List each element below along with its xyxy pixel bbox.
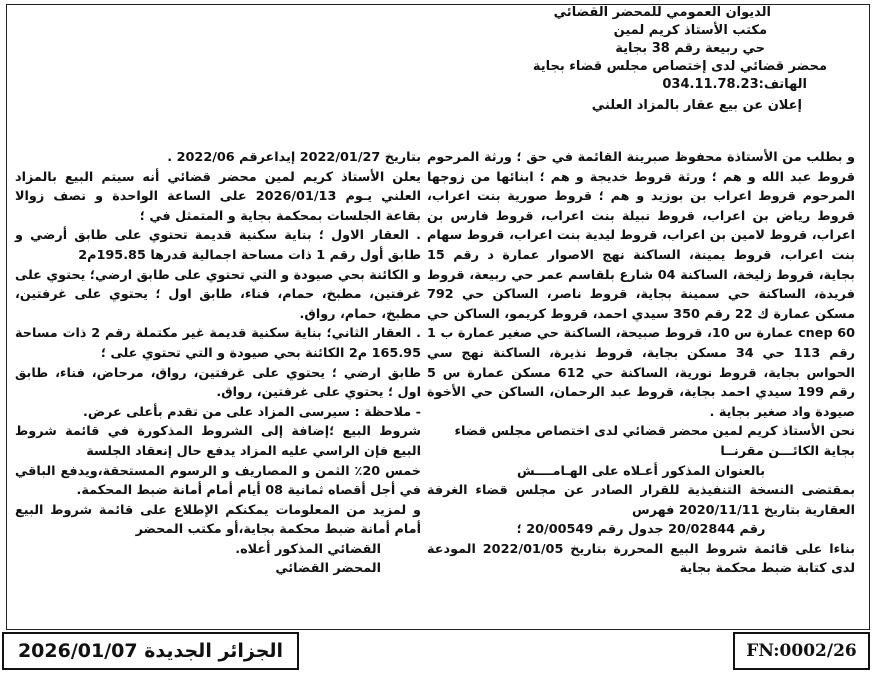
right-column — [427, 148, 855, 579]
reference-number-box: FN:0002/26 — [733, 632, 870, 670]
property-two-paragraph: . العقار الثاني؛ بناية سكنية قديمة غير مكتملة رقم 2 ذات مساحة 165.95 م2 الكائنة بحي صيودة و التي تحتوي على ؛ — [15, 326, 421, 361]
case-number-line: رقم 20/02844 جدول رقم 20/00549 ؛ — [516, 522, 766, 538]
office-address: حي ربيعة رقم 38 بجاية — [615, 41, 765, 56]
property-one-details: و الكائنة بحي صيودة و التي تحتوي على طابق ارضي؛ يحتوي على غرفتين، مطبخ، حمام، فناء، طابق اول ؛ يحتوي على غرفتين، مطبخ، حمام، رواق. — [15, 267, 421, 322]
auction-notice-paragraph: يعلن الأستاذ كريم لمين محضر قضائي أنه سيتم البيع بالمزاد العلني يـوم 2026/01/13 على الساعة الواحدة و نصف زوالا بقاعة الجلسات بمحكمة بجاية و المتمثل في ؛ — [15, 169, 421, 224]
phone-line: الهاتف:034.11.78.23 — [662, 77, 807, 92]
signature-line: المحضر القضائي — [275, 561, 381, 577]
left-column — [15, 148, 421, 579]
bailiff-office-name: مكتب الأستاذ كريم لمين — [613, 23, 767, 38]
deposit-date-line: بتاريخ 2022/01/27 إيداعرقم 2022/06 . — [167, 150, 421, 165]
property-two-details: طابق ارضي ؛ يحتوي على غرفتين، رواق، مرحاض، فناء، طابق اول ؛ يحتوي على غرفتين، رواق. — [15, 365, 421, 401]
sale-conditions-reference: بناءا على قائمة شروط البيع المحررة بتاريخ 2022/01/05 المودعة لدى كتابة ضبط محكمة بجاية — [427, 541, 855, 577]
announcement-title: إعلان عن بيع عقار بالمزاد العلني — [591, 98, 802, 113]
notary-line-1: نحن الأستاذ كريم لمين محضر قضائي لدى اختصاص مجلس قضاء — [454, 424, 855, 440]
address-note: بالعنوان المذكور أعـلاه على الهـامــــش — [516, 463, 766, 479]
note-line: - ملاحظة : سيرسى المزاد على من تقدم بأعلى عرض. — [82, 404, 421, 420]
notary-line-2: بجاية الكائـــن مقرنــا — [720, 443, 855, 459]
announcement-header — [257, 4, 857, 115]
jurisdiction-line: محضر قضائي لدى إختصاص مجلس قضاء بجاية — [532, 59, 827, 74]
newspaper-date-box: الجزائر الجديدة 2026/01/07 — [2, 632, 299, 670]
payment-terms-paragraph: خمس 20٪ الثمن و المصاريف و الرسوم المستحقة،ويدفع الباقي في أجل أقصاه ثمانية 08 أيام أمام أمانة ضبط المحكمة. — [15, 463, 421, 499]
property-one-paragraph: . العقار الاول ؛ بناية سكنية قديمة تحتوي على طابق أرضي و طابق أول رقم 1 ذات مساحة اجمالية قدرها 195.85م2 — [15, 228, 421, 263]
requester-paragraph: و بطلب من الأستاذة محفوظ صبرينة القائمة في حق ؛ ورثة المرحوم قروط عبد الله و هم ؛ ورثة قروط خديجة و هم ؛ ابنائها من زوجها المرحوم قروط اعراب بن بوزيد و هم ؛ قروط صورية بنت اعراب، قروط رياض بن اعراب، قروط نبيلة بنت اعراب، قروط فارس بن اعراب، قروط لامين بن اعراب، قروط ليدية بنت اعراب، قروط سهام بنت اعراب، قروط يمينة، الساكنة نهج الاصوار عمارة د رقم 15 بجاية، قروط زليخة، الساكنة 04 شارع بلقاسم عمر حي ربيعة، قروط فريدة، الساكنة حي سمينة بجاية، قروط ناصر، الساكن حي 792 مسكن عمارة ك 22 رقم 350 سيدي احمد، قروط كريمو، الساكن حي 60 cnep عمارة س 10، قروط صبيحة، الساكنة حي صغير عمارة ب 1 رقم 113 حي 34 مسكن بجاية، قروط نذيرة، الساكنة نهج سي الحواس بجاية، قروط نورية، الساكنة حي 612 مسكن عمارة س 5 رقم 199 سيدي احمد بجاية، قروط عبد الرحمان، الساكن حي الأخوة صيودة واد صغير بجاية . — [427, 150, 855, 420]
office-title: الديوان العمومي للمحضر القضائي — [553, 5, 771, 20]
more-info-paragraph: و لمزيد من المعلومات يمكنكم الإطلاع على قائمة شروط البيع أمام أمانة ضبط محكمة بجاية،أو مكتب المحضر — [15, 502, 421, 538]
office-mentioned-line: القضائي المذكور أعلاه. — [235, 541, 381, 557]
sale-conditions-paragraph: شروط البيع ؛إضافة إلى الشروط المذكورة في قائمة شروط البيع فإن الراسي عليه المزاد يدفع حال إنعقاد الجلسة — [15, 424, 421, 459]
legal-basis-paragraph: بمقتضى النسخة التنفيذية للقرار الصادر عن مجلس قضاء الغرفة العقارية بتاريخ 2020/11/11 فهرس — [427, 483, 855, 518]
